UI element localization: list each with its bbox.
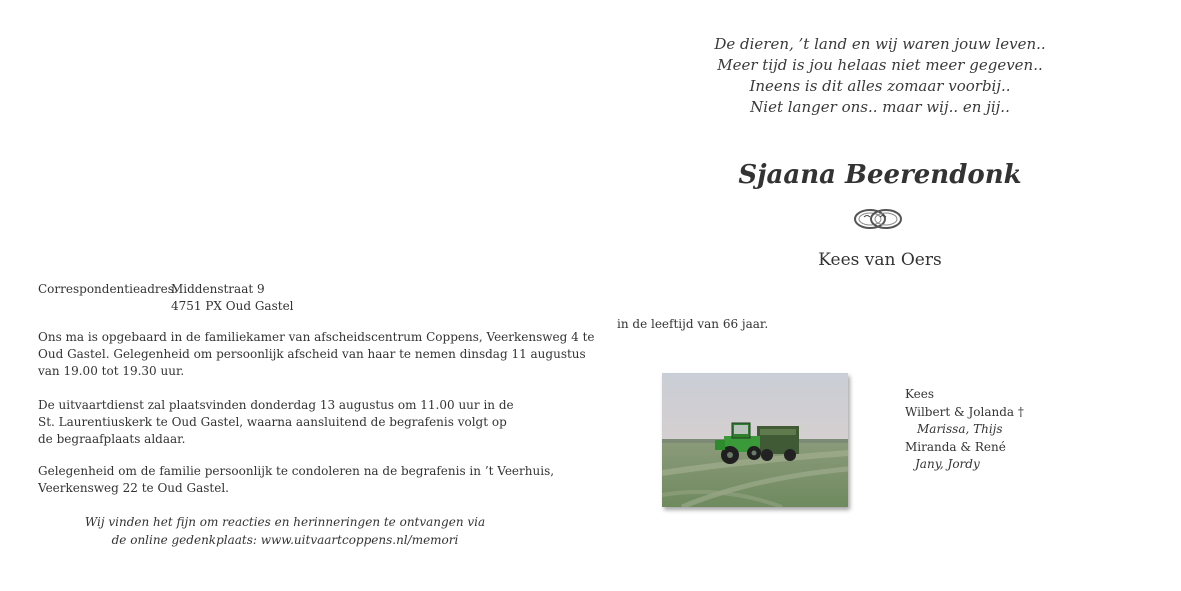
condolence-paragraph [38, 463, 558, 497]
memorial-line: Wij vinden het fijn om reacties en herinneringen te ontvangen via [84, 515, 486, 529]
tractor-photo [662, 373, 848, 507]
poem [680, 34, 1080, 118]
paragraph-line: St. Laurentiuskerk te Oud Gastel, waarna aansluitend de begrafenis volgt op [38, 415, 507, 429]
address-city: 4751 PX Oud Gastel [171, 298, 294, 313]
correspondence-label: Correspondentieadres: [38, 282, 178, 296]
wedding-rings-icon [850, 206, 906, 232]
family-member: Wilbert & Jolanda † [905, 404, 1024, 419]
service-paragraph [38, 397, 558, 448]
poem-line: De dieren, ’t land en wij waren jouw leven.. [714, 35, 1046, 53]
poem-line: Niet langer ons.. maar wij.. en jij.. [750, 98, 1010, 116]
deceased-name: Sjaana Beerendonk [738, 160, 1022, 190]
memorial-line: de online gedenkplaats: www.uitvaartcoppens.nl/memori [111, 533, 459, 547]
memorial-note [60, 513, 510, 549]
paragraph-line: de begraafplaats aldaar. [38, 432, 186, 446]
address-block [171, 281, 294, 314]
family-children: Marissa, Thijs [917, 422, 1003, 436]
paragraph-line: Veerkensweg 22 te Oud Gastel. [38, 481, 229, 495]
paragraph-line: van 19.00 tot 19.30 uur. [38, 364, 185, 378]
paragraph-line: De uitvaartdienst zal plaatsvinden donderdag 13 augustus om 11.00 uur in de [38, 398, 514, 412]
family-children: Jany, Jordy [915, 457, 980, 471]
poem-line: Meer tijd is jou helaas niet meer gegeven.. [717, 56, 1043, 74]
paragraph-line: Ons ma is opgebaard in de familiekamer van afscheidscentrum Coppens, Veerkensweg 4 te [38, 330, 595, 344]
spouse-name: Kees van Oers [818, 250, 942, 270]
paragraph-line: Oud Gastel. Gelegenheid om persoonlijk afscheid van haar te nemen dinsdag 11 augustus [38, 347, 586, 361]
family-list [905, 386, 1024, 474]
poem-line: Ineens is dit alles zomaar voorbij.. [749, 77, 1011, 95]
viewing-paragraph [38, 329, 595, 380]
family-member: Kees [905, 387, 935, 401]
address-street: Middenstraat 9 [171, 282, 265, 296]
paragraph-line: Gelegenheid om de familie persoonlijk te condoleren na de begrafenis in ’t Veerhuis, [38, 464, 555, 478]
family-member: Miranda & René [905, 439, 1006, 454]
age-text: in de leeftijd van 66 jaar. [617, 317, 769, 331]
